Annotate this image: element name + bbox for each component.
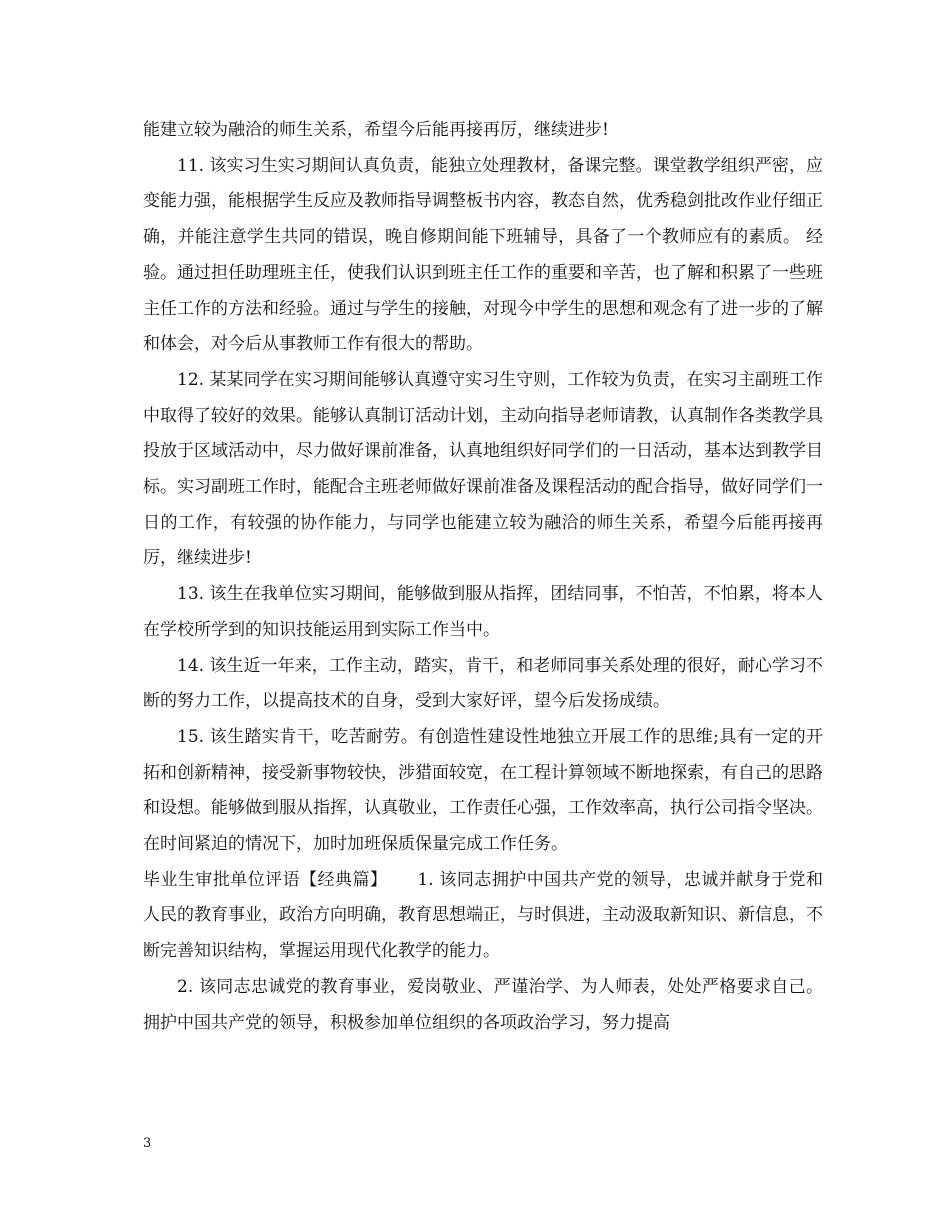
section-paragraph-1: 1. 该同志拥护中国共产党的领导，忠诚并献身于党和人民的教育事业，政治方向明确，教育思想端正，与时俱进，主动汲取新知识、新信息，不断完善知识结构，掌握运用现代化教学的能力。: [143, 869, 824, 962]
paragraph-item-12: 12. 某某同学在实习期间能够认真遵守实习生守则，工作较为负责，在实习主副班工作中取得了较好的效果。能够认真制订活动计划，主动向指导老师请教，认真制作各类教学具投放于区域活动中，尽力做好课前准备，认真地组织好同学们的一日活动，基本达到教学目标。实习副班工作时，能配合主班老师做好课前准备及课程活动的配合指导，做好同学们一日的工作，有较强的协作能力，与同学也能建立较为融洽的师生关系，希望今后能再接再厉，继续进步!: [143, 369, 823, 569]
paragraph-item-13: 13. 该生在我单位实习期间，能够做到服从指挥，团结同事，不怕苦，不怕累，将本人在学校所学到的知识技能运用到实际工作当中。: [143, 584, 823, 640]
paragraph-item-14: 14. 该生近一年来，工作主动，踏实，肯干，和老师同事关系处理的很好，耐心学习不断的努力工作，以提高技术的自身，受到大家好评，望今后发扬成绩。: [143, 655, 823, 712]
page-number: 3: [143, 1136, 152, 1151]
section-heading-line: [143, 863, 823, 970]
section-heading: 毕业生审批单位评语【经典篇】: [143, 869, 388, 890]
document-body: [143, 113, 823, 1041]
paragraph-item-11: 11. 该实习生实习期间认真负责，能独立处理教材，备课完整。课堂教学组织严密，应变能力强，能根据学生反应及教师指导调整板书内容，教态自然，优秀稳剑批改作业仔细正确，并能注意学生共同的错误，晚自修期间能下班辅导，具备了一个教师应有的素质。 经验。通过担任助理班主任，使我们认识到班主任工作的重要和辛苦，也了解和积累了一些班主任工作的方法和经验。通过与学生的接触，对现今中学生的思想和观念有了进一步的了解和体会，对今后从事教师工作有很大的帮助。: [143, 155, 823, 355]
section-paragraph-2: 2. 该同志忠诚党的教育事业，爱岗敬业、严谨治学、为人师表，处处严格要求自己。拥护中国共产党的领导，积极参加单位组织的各项政治学习，努力提高: [143, 976, 823, 1033]
paragraph-item-15: 15. 该生踏实肯干，吃苦耐劳。有创造性建设性地独立开展工作的思维;具有一定的开拓和创新精神，接受新事物较快，涉猎面较宽，在工程计算领域不断地探索，有自己的思路和设想。能够做到服从指挥，认真敬业，工作责任心强，工作效率高，执行公司指令坚决。在时间紧迫的情况下，加时加班保质保量完成工作任务。: [143, 726, 823, 855]
paragraph-continuation: 能建立较为融洽的师生关系，希望今后能再接再厉，继续进步!: [143, 120, 609, 140]
